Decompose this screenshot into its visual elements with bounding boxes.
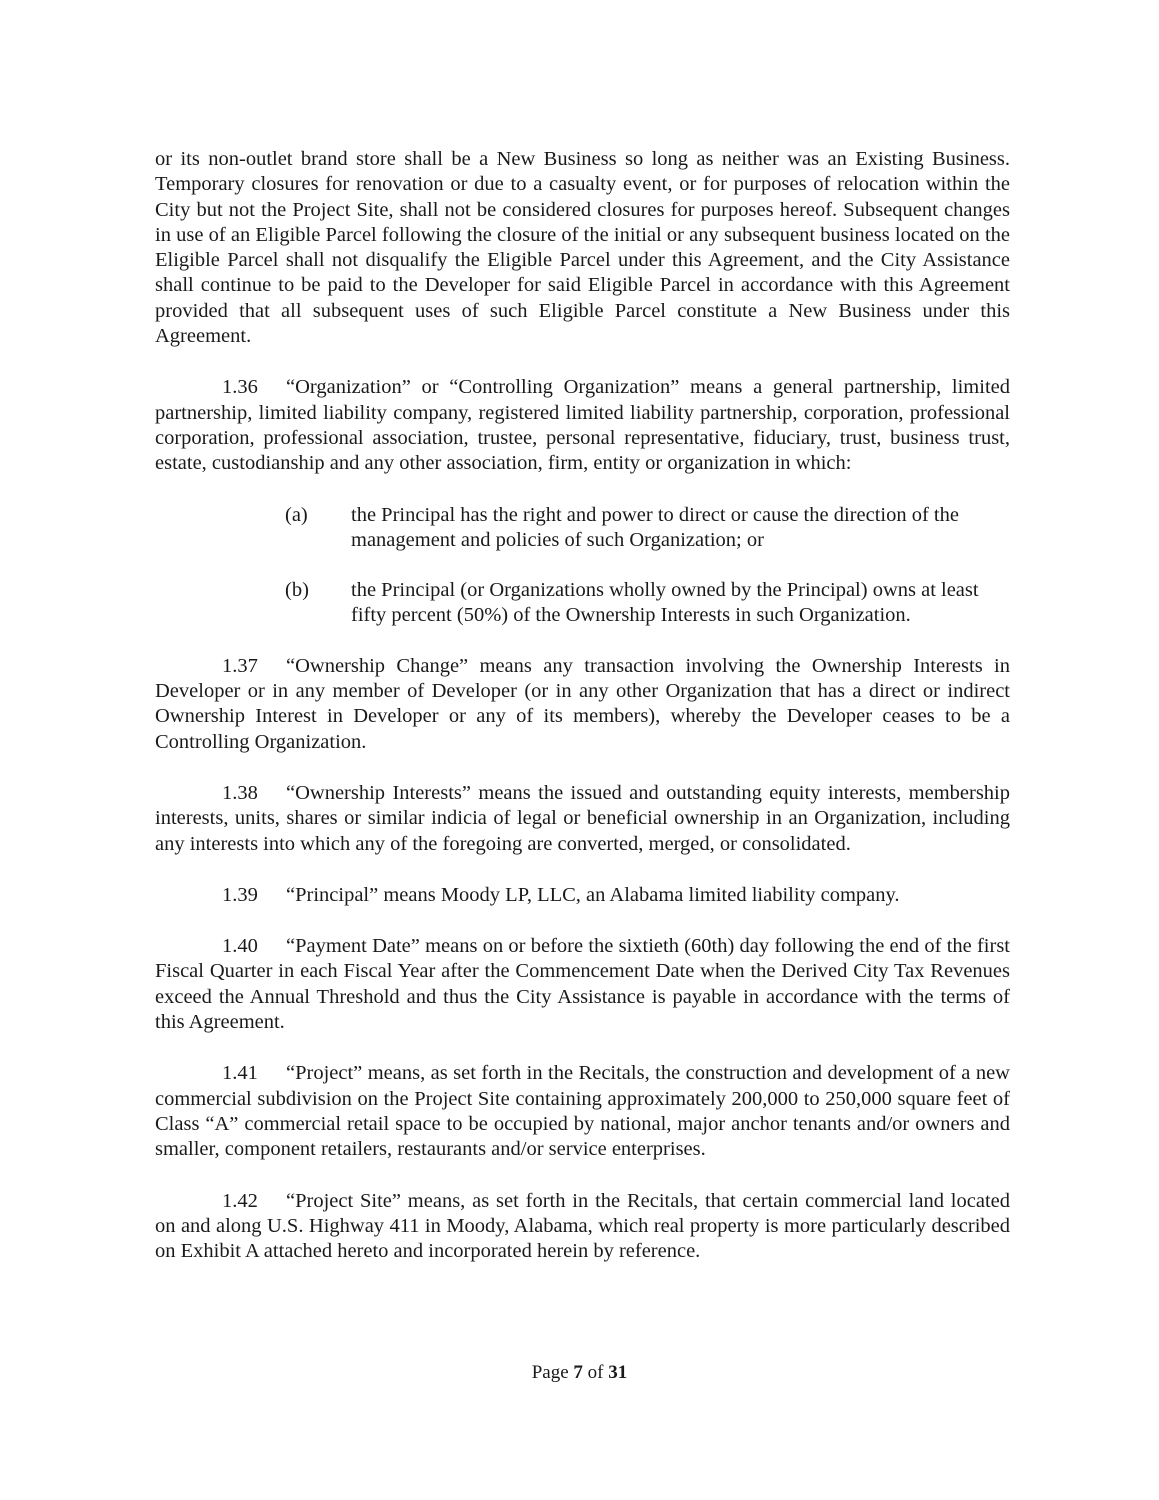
section-text: “Organization” or “Controlling Organization” means a general partnership, limited partnership, limited liability company, registered limited liability partnership, corporation, professional corporation, professional association, trustee, personal representative, fiduciary, trust, business trust, estate, custodianship and any other association, firm, entity or organization in which: [155, 376, 1010, 475]
section-number: 1.36 [222, 376, 258, 399]
section-text: “Ownership Change” means any transaction involving the Ownership Interests in Developer or in any member of Developer (or in any other Organization that has a direct or indirect Ownership Interest in Developer or any of its members), whereby the Developer ceases to be a Controlling Organization. [155, 654, 1010, 753]
list-text: the Principal (or Organizations wholly owned by the Principal) owns at least fifty percent (50%) of the Ownership Interests in such Organization. [351, 579, 979, 627]
list-label: (b) [285, 579, 309, 602]
list-text: the Principal has the right and power to direct or cause the direction of the management and policies of such Organization; or [351, 503, 959, 551]
section-text: “Project Site” means, as set forth in the Recitals, that certain commercial land located on and along U.S. Highway 411 in Moody, Alabama, which real property is more particularly described on Exhibit A attached hereto and incorporated herein by reference. [155, 1189, 1010, 1263]
section-text: “Payment Date” means on or before the sixtieth (60th) day following the end of the first Fiscal Quarter in each Fiscal Year after the Commencement Date when the Derived City Tax Revenues exceed the Annual Threshold and thus the City Assistance is payable in accordance with the terms of this Agreement. [155, 935, 1010, 1034]
section-1-36 [155, 375, 1010, 476]
section-text: “Project” means, as set forth in the Recitals, the construction and development of a new commercial subdivision on the Project Site containing approximately 200,000 to 250,000 square feet of Class “A” commercial retail space to be occupied by national, major anchor tenants and/or owners and smaller, component retailers, restaurants and/or service enterprises. [155, 1062, 1010, 1161]
section-1-39 [155, 883, 1010, 908]
section-number: 1.37 [222, 654, 258, 677]
section-number: 1.40 [222, 935, 258, 958]
page-of: of [582, 1362, 609, 1383]
document-page [155, 147, 1010, 1290]
section-text: “Principal” means Moody LP, LLC, an Alabama limited liability company. [286, 883, 900, 906]
continuation-paragraph: or its non-outlet brand store shall be a New Business so long as neither was an Existing Business. Temporary closures for renovation or due to a casualty event, or for purposes of relocation within the City but not the Project Site, shall not be considered closures for purposes hereof. Subsequent changes in use of an Eligible Parcel following the closure of the initial or any subsequent business located on the Eligible Parcel shall not disqualify the Eligible Parcel under this Agreement, and the City Assistance shall continue to be paid to the Developer for said Eligible Parcel in accordance with this Agreement provided that all subsequent uses of such Eligible Parcel constitute a New Business under this Agreement. [155, 148, 1010, 348]
list-item-a [285, 503, 1010, 554]
page-footer [0, 1362, 1159, 1384]
section-1-40 [155, 934, 1010, 1035]
section-number: 1.41 [222, 1062, 258, 1085]
list-label: (a) [285, 503, 308, 526]
section-number: 1.42 [222, 1189, 258, 1212]
section-number: 1.39 [222, 883, 258, 906]
page-total: 31 [608, 1362, 628, 1383]
page-current: 7 [573, 1362, 583, 1383]
list-item-b [285, 578, 1010, 629]
section-1-41 [155, 1061, 1010, 1162]
page-label: Page [531, 1362, 574, 1383]
section-1-42 [155, 1189, 1010, 1265]
section-1-38 [155, 781, 1010, 857]
section-number: 1.38 [222, 781, 258, 804]
section-text: “Ownership Interests” means the issued and outstanding equity interests, membership interests, units, shares or similar indicia of legal or beneficial ownership in an Organization, including any interests into which any of the foregoing are converted, merged, or consolidated. [155, 781, 1010, 855]
section-1-37 [155, 654, 1010, 755]
